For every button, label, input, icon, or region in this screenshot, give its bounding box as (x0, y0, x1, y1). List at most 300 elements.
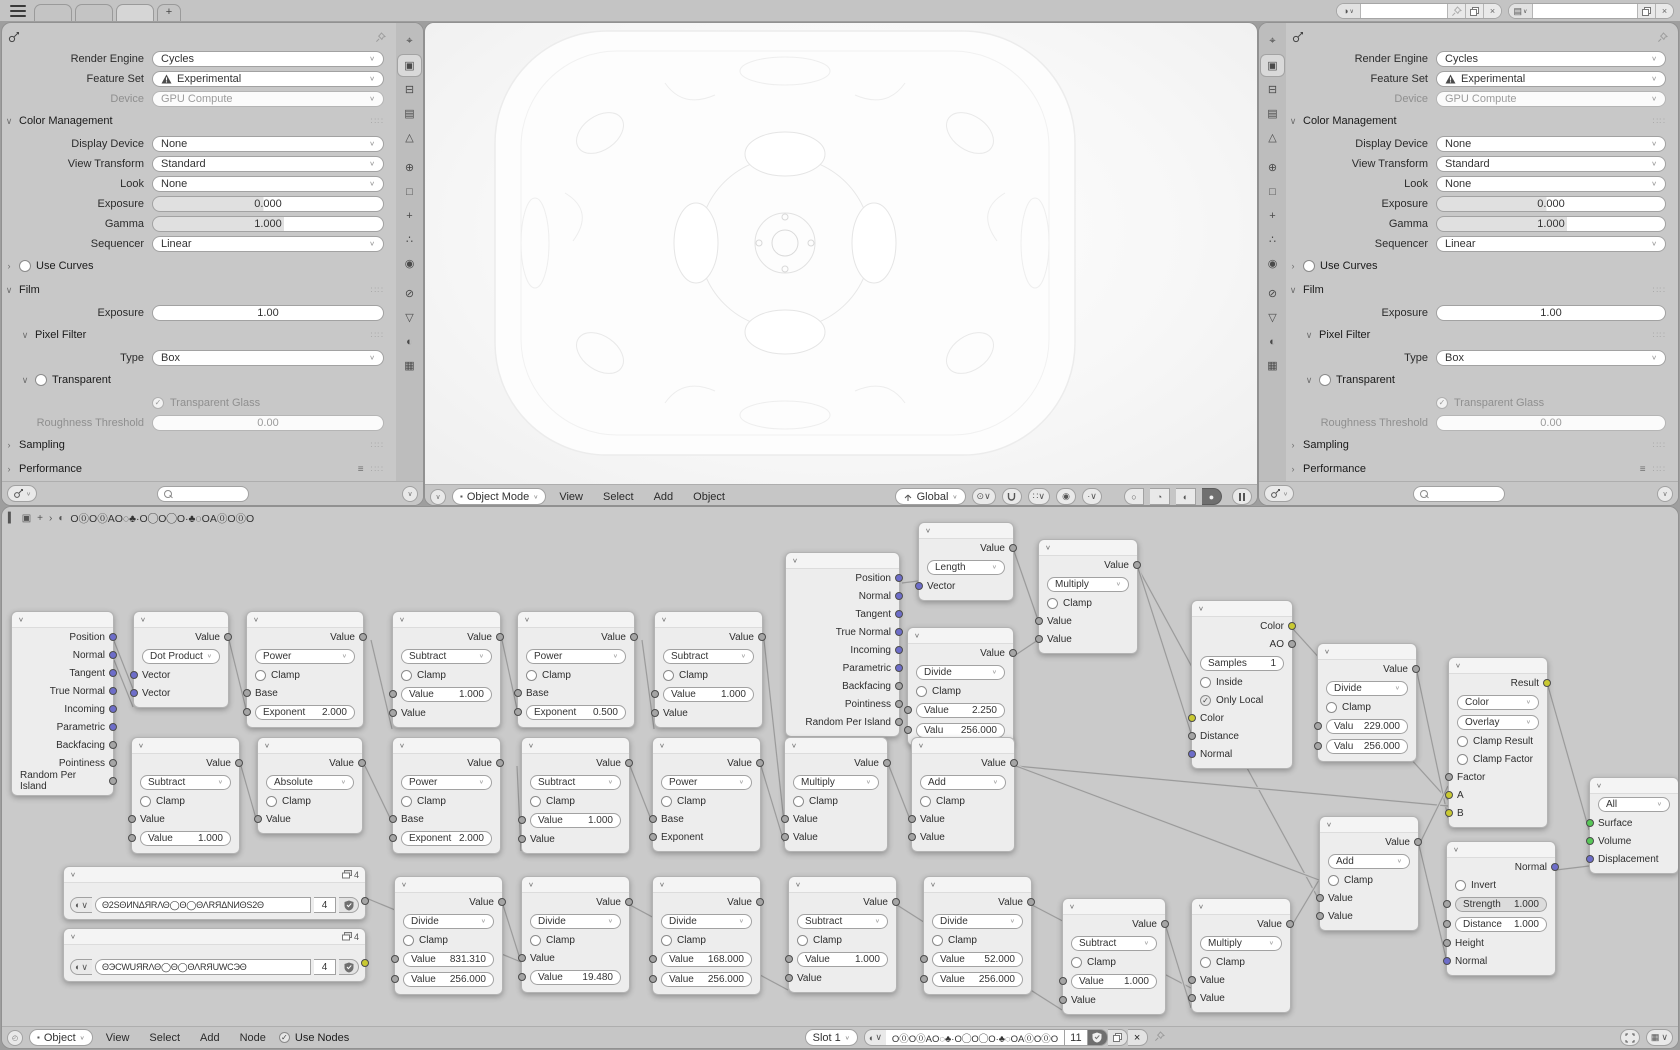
properties-tab-view-layer[interactable]: ▤ (404, 108, 415, 120)
output-socket-value[interactable] (235, 759, 243, 767)
properties-tab-particles[interactable]: ∴ (406, 234, 413, 246)
value-field-valu[interactable] (916, 723, 1005, 738)
input-socket-value[interactable] (785, 974, 793, 982)
node-dropdown[interactable] (1328, 854, 1410, 869)
properties-tab-texture[interactable]: ▦ (404, 360, 415, 372)
properties-tab-modifiers[interactable]: + (406, 209, 413, 222)
sidebar-toggle-icon[interactable]: ▍ (8, 513, 16, 524)
node-math-multiply-3[interactable] (1191, 898, 1291, 1013)
output-socket-parametric[interactable] (109, 723, 117, 731)
fake-user-shield-button[interactable] (1088, 1029, 1108, 1046)
unlink-button[interactable]: × (1128, 1029, 1148, 1046)
node-dropdown[interactable] (401, 649, 492, 664)
input-socket-valu[interactable] (1314, 742, 1322, 750)
node-dropdown[interactable] (793, 775, 879, 790)
input-socket-vector[interactable] (130, 671, 138, 679)
collapse-chevron-icon[interactable]: ∨ (253, 615, 259, 624)
output-socket-ao[interactable] (1288, 640, 1296, 648)
checkbox-clamp[interactable] (403, 935, 448, 946)
collapse-chevron-icon[interactable]: ∨ (791, 741, 797, 750)
node-dropdown[interactable] (1598, 797, 1670, 812)
search-input[interactable] (157, 486, 249, 502)
checkbox-clamp[interactable] (932, 935, 977, 946)
node-math-subtract-3[interactable] (131, 737, 240, 854)
menu-object[interactable]: Object (693, 490, 725, 503)
prop-render-engine-dropdown[interactable] (152, 51, 384, 67)
node-ambient-occlusion[interactable] (1191, 600, 1293, 769)
properties-tab-object[interactable]: □ (406, 185, 413, 198)
collapse-chevron-icon[interactable]: ∨ (792, 556, 798, 565)
input-socket-value[interactable] (649, 955, 657, 963)
section-checkbox[interactable] (1303, 260, 1315, 272)
proportional-editing-toggle[interactable]: ◉ (1056, 488, 1076, 505)
value-field-exponent[interactable] (255, 705, 355, 720)
node-dropdown[interactable] (140, 775, 231, 790)
prop-sequencer-dropdown[interactable] (1436, 236, 1666, 252)
checkbox-clamp-factor[interactable] (1457, 754, 1533, 765)
editor-type-button[interactable]: ∨ (7, 485, 37, 502)
checkbox-clamp[interactable] (1326, 702, 1371, 713)
input-socket-value[interactable] (391, 975, 399, 983)
properties-tab-scene[interactable]: △ (1268, 132, 1277, 144)
new-workspace-tab[interactable]: + (157, 4, 181, 21)
input-socket-base[interactable] (514, 689, 522, 697)
menu-node[interactable]: Node (239, 1031, 266, 1044)
input-socket-value[interactable] (389, 709, 397, 717)
output-socket-position[interactable] (109, 633, 117, 641)
value-field-value[interactable] (403, 972, 494, 987)
editor-type-button[interactable]: ∨ (1264, 485, 1294, 502)
checkbox-clamp[interactable] (797, 935, 842, 946)
prop-feature-set-dropdown[interactable] (1436, 71, 1666, 87)
section-header-film[interactable] (4, 279, 390, 301)
node-dropdown[interactable] (530, 775, 621, 790)
orientation-dropdown[interactable] (895, 488, 966, 505)
properties-tab-tool[interactable]: ⌖ (1269, 35, 1276, 47)
material-name-field[interactable]: O⓪O⓪AO◌♣·O◯O◯O·♣◌OA⓪O⓪O (886, 1029, 1065, 1046)
material-sphere-icon[interactable]: ◐ ∨ (864, 1029, 886, 1046)
input-socket-value[interactable] (920, 975, 928, 983)
node-math-subtract-6[interactable] (1062, 898, 1166, 1015)
input-socket-value[interactable] (518, 954, 526, 962)
properties-tab-output[interactable]: ⊟ (1267, 84, 1278, 96)
checkbox-clamp[interactable] (793, 796, 838, 807)
checkbox-clamp[interactable] (530, 935, 575, 946)
output-socket-incoming[interactable] (895, 646, 903, 654)
input-socket-a[interactable] (1445, 791, 1453, 799)
node-math-add-2[interactable] (1319, 816, 1419, 931)
collapse-chevron-icon[interactable]: ∨ (795, 880, 801, 889)
checkbox-clamp[interactable] (526, 670, 571, 681)
output-socket-value[interactable] (359, 633, 367, 641)
node-dropdown[interactable] (255, 649, 355, 664)
prop-display-device-dropdown[interactable] (1436, 136, 1666, 152)
section-header-color-management[interactable] (4, 110, 390, 132)
section-header-use-curves[interactable] (1288, 255, 1672, 277)
output-socket-value[interactable] (1161, 920, 1169, 928)
node-dropdown[interactable] (797, 914, 888, 929)
input-socket-normal[interactable] (1188, 750, 1196, 758)
output-socket-value[interactable] (1286, 920, 1294, 928)
checkbox-clamp[interactable] (255, 670, 300, 681)
section-header-film[interactable] (1288, 279, 1672, 301)
section-header-transparent[interactable] (1288, 369, 1672, 391)
collapse-chevron-icon[interactable]: ∨ (528, 880, 534, 889)
input-socket-value[interactable] (781, 833, 789, 841)
properties-tab-physics[interactable]: ◉ (1267, 258, 1278, 270)
node-math-subtract-4[interactable] (521, 737, 630, 854)
checkbox-transparent-glass[interactable]: ✓ (152, 397, 164, 409)
properties-tab-tool[interactable]: ⌖ (406, 35, 413, 47)
input-socket-exponent[interactable] (243, 708, 251, 716)
shader-type-dropdown[interactable] (29, 1029, 93, 1046)
node-math-divide-4[interactable] (521, 876, 630, 993)
output-socket-value[interactable] (496, 759, 504, 767)
menu-view[interactable]: View (559, 490, 583, 503)
pause-render-button[interactable] (1232, 488, 1252, 505)
properties-tab-material[interactable]: ◐ (406, 335, 413, 348)
output-socket-value[interactable] (1009, 544, 1017, 552)
collapse-chevron-icon[interactable]: ∨ (914, 631, 920, 640)
input-socket-vector[interactable] (130, 689, 138, 697)
node-math-divide-6[interactable] (923, 876, 1032, 995)
output-socket-incoming[interactable] (109, 705, 117, 713)
collapse-chevron-icon[interactable]: ∨ (18, 615, 24, 624)
input-socket-value[interactable] (1188, 976, 1196, 984)
node-math-multiply-1[interactable] (1038, 539, 1138, 654)
input-socket-value[interactable] (785, 955, 793, 963)
collapse-chevron-icon[interactable]: ∨ (1324, 647, 1330, 656)
prop-roughness-threshold-field[interactable] (152, 415, 384, 431)
node-attribute-1[interactable] (63, 866, 366, 920)
input-socket-value[interactable] (1316, 894, 1324, 902)
collapse-chevron-icon[interactable]: ∨ (138, 741, 144, 750)
properties-tab-object-data[interactable]: ▽ (1268, 312, 1277, 324)
node-dropdown[interactable] (530, 914, 621, 929)
material-sphere-icon[interactable]: ◐ ∨ (70, 897, 92, 913)
checkbox-clamp[interactable] (661, 796, 706, 807)
shading-material-button[interactable]: ◐ (1176, 488, 1196, 505)
section-header-performance[interactable] (4, 458, 390, 480)
input-socket-distance[interactable] (1443, 920, 1451, 928)
node-dropdown[interactable] (1326, 681, 1408, 696)
value-field-value[interactable] (403, 952, 494, 967)
section-header-sampling[interactable] (4, 434, 390, 456)
input-socket-valu[interactable] (1314, 722, 1322, 730)
snap-settings-dropdown[interactable]: ∷∨ (1028, 488, 1050, 505)
node-math-power-4[interactable] (652, 737, 761, 852)
prop-look-dropdown[interactable] (1436, 176, 1666, 192)
editor-type-button[interactable]: ∨ (430, 489, 446, 505)
prop-sequencer-dropdown[interactable] (152, 236, 384, 252)
node-dropdown[interactable] (526, 649, 626, 664)
menu-add[interactable]: Add (653, 490, 674, 503)
output-socket-value[interactable] (1027, 898, 1035, 906)
output-socket-random-per-island[interactable] (109, 777, 117, 785)
output-socket-normal[interactable] (1551, 863, 1559, 871)
checkbox-clamp[interactable] (401, 796, 446, 807)
input-socket-strength[interactable] (1443, 900, 1451, 908)
input-socket-value[interactable] (649, 975, 657, 983)
node-dropdown[interactable] (927, 560, 1005, 575)
node-dropdown[interactable] (663, 649, 754, 664)
prop-render-engine-dropdown[interactable] (1436, 51, 1666, 67)
prop-gamma-slider[interactable] (152, 216, 384, 232)
section-checkbox[interactable] (1319, 374, 1331, 386)
properties-tab-constraints[interactable]: ⊘ (404, 288, 415, 300)
fake-user-shield-button[interactable] (339, 959, 359, 975)
checkbox-clamp[interactable] (916, 686, 961, 697)
output-socket-value[interactable] (1412, 665, 1420, 673)
node-geometry-1[interactable] (11, 611, 114, 796)
node-math-multiply-2[interactable] (784, 737, 888, 852)
node-math-power-3[interactable] (392, 737, 501, 854)
checkbox-clamp[interactable] (920, 796, 965, 807)
input-socket-b[interactable] (1445, 809, 1453, 817)
prop-device-dropdown[interactable] (1436, 91, 1666, 107)
prop-view-transform-dropdown[interactable] (152, 156, 384, 172)
input-socket-value[interactable] (1035, 617, 1043, 625)
proportional-falloff-dropdown[interactable]: ·∨ (1082, 488, 1102, 505)
output-socket-backfacing[interactable] (109, 741, 117, 749)
collapse-chevron-icon[interactable]: ∨ (401, 880, 407, 889)
output-socket-value[interactable] (883, 759, 891, 767)
node-dropdown[interactable] (932, 914, 1023, 929)
prop-exposure-slider[interactable] (1436, 196, 1666, 212)
pin-icon[interactable] (1154, 1031, 1165, 1045)
input-socket-valu[interactable] (904, 726, 912, 734)
output-socket-value[interactable] (758, 633, 766, 641)
use-nodes-checkbox[interactable]: ✓ Use Nodes (279, 1032, 349, 1044)
output-socket-value[interactable] (756, 898, 764, 906)
section-header-transparent[interactable] (4, 369, 390, 391)
node-math-divide-3[interactable] (394, 876, 503, 995)
output-socket-backfacing[interactable] (895, 682, 903, 690)
checkbox-only-local[interactable]: ✓ Only Local (1200, 695, 1263, 706)
node-math-divide-1[interactable] (907, 627, 1014, 746)
properties-tab-output[interactable]: ⊟ (404, 84, 415, 96)
node-attribute-2[interactable] (63, 928, 366, 982)
value-field-value[interactable] (140, 831, 231, 846)
input-socket-normal[interactable] (1443, 957, 1451, 965)
properties-tab-object[interactable]: □ (1269, 185, 1276, 198)
output-socket[interactable] (361, 959, 369, 967)
section-header-pixel-filter[interactable] (1288, 324, 1672, 346)
output-socket-tangent[interactable] (895, 610, 903, 618)
output-socket-value[interactable] (224, 633, 232, 641)
attribute-name-field[interactable]: ΘЭCWUЯRΛΘ◯Θ◯ΘΛRЯUWCЭΘ (95, 959, 311, 975)
collapse-chevron-icon[interactable]: ∨ (918, 741, 924, 750)
output-socket-value[interactable] (1010, 759, 1018, 767)
output-socket-value[interactable] (625, 759, 633, 767)
value-field-exponent[interactable] (526, 705, 626, 720)
node-dropdown[interactable] (916, 665, 1005, 680)
properties-tab-particles[interactable]: ∴ (1269, 234, 1276, 246)
scene-icon[interactable]: ◑ ∨ (1337, 4, 1361, 18)
close-icon[interactable]: × (1483, 4, 1501, 18)
checkbox-clamp[interactable] (1328, 875, 1373, 886)
node-dropdown[interactable] (403, 914, 494, 929)
menu-view[interactable]: View (105, 1031, 130, 1044)
prop-view-transform-dropdown[interactable] (1436, 156, 1666, 172)
value-field-value[interactable] (661, 972, 752, 987)
checkbox-clamp-result[interactable] (1457, 736, 1533, 747)
node-mix[interactable] (1448, 657, 1548, 828)
checkbox-clamp[interactable] (1047, 598, 1092, 609)
pivot-point-button[interactable]: ⊙∨ (972, 488, 996, 505)
input-socket-value[interactable] (391, 955, 399, 963)
menu-select[interactable]: Select (149, 1031, 180, 1044)
collapse-chevron-icon[interactable]: ∨ (1596, 781, 1602, 790)
pin-icon[interactable] (375, 32, 386, 43)
workspace-tab[interactable] (75, 4, 113, 21)
input-socket-base[interactable] (649, 815, 657, 823)
input-socket-value[interactable] (904, 706, 912, 714)
node-vector-math-length[interactable] (918, 522, 1014, 601)
input-socket-base[interactable] (389, 815, 397, 823)
copy-icon[interactable] (1465, 4, 1483, 18)
menu-add[interactable]: Add (200, 1031, 220, 1044)
output-socket-parametric[interactable] (895, 664, 903, 672)
input-socket-value[interactable] (1035, 635, 1043, 643)
value-field-value[interactable] (932, 952, 1023, 967)
node-dropdown[interactable] (401, 775, 492, 790)
output-socket-pointiness[interactable] (895, 700, 903, 708)
prop-exposure-slider[interactable] (152, 196, 384, 212)
node-geometry-2[interactable] (785, 552, 900, 737)
output-socket[interactable] (361, 897, 369, 905)
collapse-chevron-icon[interactable]: ∨ (264, 741, 270, 750)
output-socket-color[interactable] (1288, 622, 1296, 630)
value-field-value[interactable] (1071, 974, 1157, 989)
output-socket-tangent[interactable] (109, 669, 117, 677)
output-socket-value[interactable] (1133, 561, 1141, 569)
output-socket-true-normal[interactable] (895, 628, 903, 636)
input-socket-value[interactable] (389, 690, 397, 698)
node-dropdown[interactable] (142, 649, 220, 664)
section-checkbox[interactable] (19, 260, 31, 272)
properties-tab-render[interactable]: ▣ (398, 55, 421, 76)
value-field-exponent[interactable] (401, 831, 492, 846)
value-field-value[interactable] (932, 972, 1023, 987)
input-socket-height[interactable] (1443, 939, 1451, 947)
node-bump[interactable] (1446, 841, 1556, 976)
input-socket-value[interactable] (1059, 996, 1067, 1004)
snap-grid-button[interactable]: ▦ ∨ (1646, 1029, 1673, 1046)
input-socket-value[interactable] (1316, 912, 1324, 920)
output-socket-result[interactable] (1543, 679, 1551, 687)
snap-magnet-toggle[interactable] (1002, 488, 1022, 505)
shading-wireframe-button[interactable]: ○ (1124, 488, 1144, 505)
input-socket-factor[interactable] (1445, 773, 1453, 781)
value-field-value[interactable] (530, 970, 621, 985)
node-dropdown[interactable] (661, 914, 752, 929)
output-socket-random-per-island[interactable] (895, 718, 903, 726)
checkbox-clamp[interactable] (140, 796, 185, 807)
checkbox-clamp[interactable] (530, 796, 575, 807)
prop-type-dropdown[interactable] (152, 350, 384, 366)
collapse-chevron-icon[interactable]: ∨ (1455, 661, 1461, 670)
input-socket-vector[interactable] (915, 582, 923, 590)
input-socket-value[interactable] (651, 690, 659, 698)
node-math-absolute[interactable] (257, 737, 363, 834)
output-socket-value[interactable] (496, 633, 504, 641)
input-socket-exponent[interactable] (389, 834, 397, 842)
properties-tab-material[interactable]: ◐ (1269, 335, 1276, 348)
workspace-tab[interactable] (34, 4, 72, 21)
collapse-chevron-icon[interactable]: ∨ (661, 615, 667, 624)
input-socket-value[interactable] (518, 835, 526, 843)
properties-tab-constraints[interactable]: ⊘ (1267, 288, 1278, 300)
collapse-chevron-icon[interactable]: ∨ (925, 526, 931, 535)
output-socket-normal[interactable] (895, 592, 903, 600)
options-button[interactable]: ∨ (1657, 486, 1673, 502)
value-field-value[interactable] (916, 703, 1005, 718)
workspace-tab[interactable] (116, 4, 154, 21)
value-field-value[interactable] (530, 813, 621, 828)
value-field-value[interactable] (797, 952, 888, 967)
collapse-chevron-icon[interactable]: ∨ (399, 615, 405, 624)
input-socket-color[interactable] (1188, 714, 1196, 722)
viewport-canvas[interactable] (425, 23, 1257, 484)
output-socket-normal[interactable] (109, 651, 117, 659)
prop-type-dropdown[interactable] (1436, 350, 1666, 366)
output-socket-value[interactable] (1414, 838, 1422, 846)
shading-solid-button[interactable]: ◔ (1150, 488, 1170, 505)
input-socket-value[interactable] (920, 955, 928, 963)
node-math-subtract-5[interactable] (788, 876, 897, 993)
input-socket-value[interactable] (908, 833, 916, 841)
input-socket-exponent[interactable] (649, 833, 657, 841)
view-layer-icon[interactable]: ▤ ∨ (1509, 4, 1533, 18)
app-menu-icon[interactable] (10, 5, 26, 17)
checkbox-inside[interactable] (1200, 677, 1243, 688)
section-header-performance[interactable] (1288, 458, 1672, 480)
node-material-output[interactable] (1589, 777, 1678, 874)
collapse-chevron-icon[interactable]: ∨ (1198, 902, 1204, 911)
output-socket-value[interactable] (892, 898, 900, 906)
input-socket-value[interactable] (908, 815, 916, 823)
zoom-region-button[interactable] (1620, 1029, 1640, 1046)
section-header-sampling[interactable] (1288, 434, 1672, 456)
node-canvas[interactable] (2, 507, 1678, 1026)
node-math-power-2[interactable] (517, 611, 635, 728)
prop-roughness-threshold-field[interactable] (1436, 415, 1666, 431)
node-math-power-1[interactable] (246, 611, 364, 728)
pin-icon[interactable] (1657, 32, 1668, 43)
value-field-value[interactable] (663, 687, 754, 702)
collapse-chevron-icon[interactable]: ∨ (399, 741, 405, 750)
collapse-chevron-icon[interactable]: ∨ (659, 880, 665, 889)
collapse-chevron-icon[interactable]: ∨ (1453, 845, 1459, 854)
node-dropdown[interactable] (1200, 936, 1282, 951)
collapse-chevron-icon[interactable]: ∨ (528, 741, 534, 750)
checkbox-clamp[interactable] (1071, 957, 1116, 968)
node-math-subtract-1[interactable] (392, 611, 501, 728)
prop-exposure-field[interactable] (1436, 305, 1666, 321)
node-math-divide-2[interactable] (1317, 643, 1417, 762)
node-dropdown[interactable] (266, 775, 354, 790)
collapse-chevron-icon[interactable]: ∨ (659, 741, 665, 750)
checkbox-clamp[interactable] (401, 670, 446, 681)
checkbox-clamp[interactable] (1200, 957, 1245, 968)
section-header-use-curves[interactable] (4, 255, 390, 277)
node-math-add-1[interactable] (911, 737, 1015, 852)
view-layer-name-field[interactable] (1533, 4, 1637, 18)
menu-select[interactable]: Select (603, 490, 634, 503)
checkbox-transparent-glass[interactable]: ✓ (1436, 397, 1448, 409)
node-dropdown[interactable] (1071, 936, 1157, 951)
